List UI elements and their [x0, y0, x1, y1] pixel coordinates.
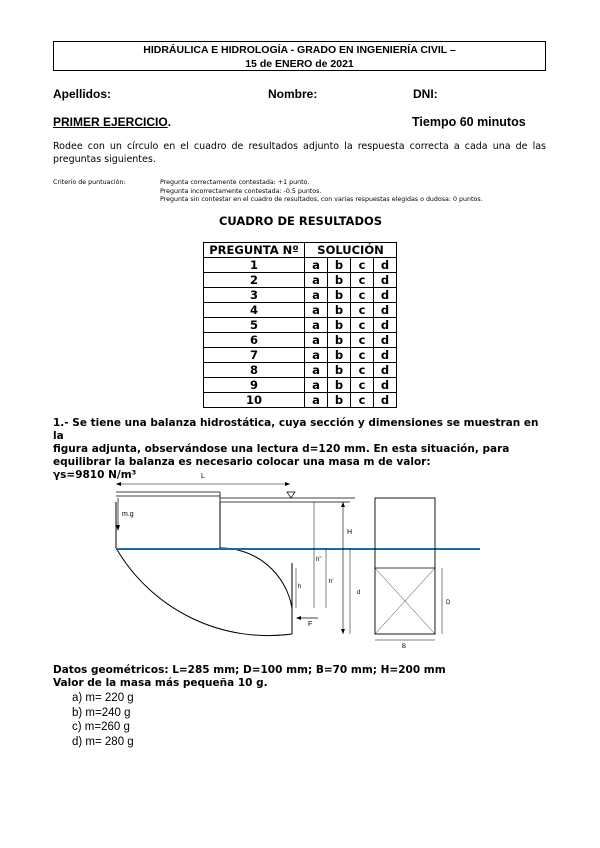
- results-question-number: 9: [204, 378, 305, 393]
- results-option-a[interactable]: a: [305, 378, 328, 393]
- results-option-a[interactable]: a: [305, 288, 328, 303]
- question-1-data: [53, 664, 446, 690]
- question-1-options: [72, 691, 134, 749]
- results-row: [204, 288, 397, 303]
- dni-label: DNI:: [413, 87, 438, 101]
- question-1-gamma: γs=9810 N/m³: [53, 469, 137, 481]
- results-option-b[interactable]: b: [328, 393, 351, 408]
- question-1-line1: 1.- Se tiene una balanza hidrostática, cuya sección y dimensiones se muestran en la: [53, 417, 539, 442]
- results-question-number: 1: [204, 258, 305, 273]
- results-option-c[interactable]: c: [351, 348, 374, 363]
- fig-label-h-double: h'': [316, 557, 322, 563]
- results-option-a[interactable]: a: [305, 333, 328, 348]
- results-option-a[interactable]: a: [305, 318, 328, 333]
- option-c[interactable]: c) m=260 g: [72, 721, 130, 733]
- results-header-row: [204, 243, 397, 258]
- results-option-d[interactable]: d: [374, 258, 397, 273]
- fig-label-F: F: [308, 621, 313, 628]
- results-question-number: 10: [204, 393, 305, 408]
- fig-label-h: h: [298, 584, 302, 590]
- results-option-d[interactable]: d: [374, 393, 397, 408]
- option-b[interactable]: b) m=240 g: [72, 706, 131, 719]
- results-row: [204, 258, 397, 273]
- results-col-question: PREGUNTA Nº: [204, 243, 305, 258]
- results-option-c[interactable]: c: [351, 318, 374, 333]
- criteria-correct: Pregunta correctamente contestada: +1 punto.: [160, 179, 310, 186]
- criteria-list: [160, 179, 548, 205]
- results-question-number: 7: [204, 348, 305, 363]
- results-option-c[interactable]: c: [351, 393, 374, 408]
- results-row: [204, 303, 397, 318]
- results-option-d[interactable]: d: [374, 333, 397, 348]
- exam-header: [53, 41, 546, 71]
- exercise-time: Tiempo 60 minutos: [412, 115, 526, 129]
- results-row: [204, 333, 397, 348]
- apellidos-label: Apellidos:: [53, 87, 112, 101]
- fig-label-B: B: [402, 644, 407, 650]
- results-option-a[interactable]: a: [305, 393, 328, 408]
- results-option-c[interactable]: c: [351, 333, 374, 348]
- results-option-a[interactable]: a: [305, 273, 328, 288]
- geometry-data: Datos geométricos: L=285 mm; D=100 mm; B=70 mm; H=200 mm: [53, 664, 446, 676]
- results-question-number: 4: [204, 303, 305, 318]
- results-option-b[interactable]: b: [328, 273, 351, 288]
- results-option-b[interactable]: b: [328, 258, 351, 273]
- results-option-d[interactable]: d: [374, 318, 397, 333]
- results-option-d[interactable]: d: [374, 363, 397, 378]
- results-row: [204, 273, 397, 288]
- results-option-d[interactable]: d: [374, 378, 397, 393]
- results-option-d[interactable]: d: [374, 303, 397, 318]
- results-option-b[interactable]: b: [328, 303, 351, 318]
- results-question-number: 3: [204, 288, 305, 303]
- question-1-line2: figura adjunta, observándose una lectura d=120 mm. En esta situación, para: [53, 443, 510, 455]
- results-option-c[interactable]: c: [351, 363, 374, 378]
- results-row: [204, 363, 397, 378]
- results-option-c[interactable]: c: [351, 378, 374, 393]
- nombre-label: Nombre:: [268, 87, 318, 101]
- results-row: [204, 348, 397, 363]
- option-d[interactable]: d) m= 280 g: [72, 735, 134, 748]
- fig-label-h-single: h': [329, 579, 334, 585]
- results-option-c[interactable]: c: [351, 258, 374, 273]
- min-mass: Valor de la masa más pequeña 10 g.: [53, 677, 268, 689]
- header-title: HIDRÁULICA E HIDROLOGÍA - GRADO EN INGENIERÍA CIVIL –: [143, 44, 456, 56]
- fig-label-d: d: [357, 590, 361, 596]
- results-option-b[interactable]: b: [328, 333, 351, 348]
- hydrostatic-balance-figure: [100, 468, 490, 650]
- results-question-number: 6: [204, 333, 305, 348]
- criteria-blank: Pregunta sin contestar en el cuadro de resultados, con varias respuestas elegidas o dudosa: 0 puntos.: [160, 196, 483, 203]
- results-option-a[interactable]: a: [305, 348, 328, 363]
- fig-label-mg: m.g: [122, 511, 134, 518]
- results-col-solution: SOLUCIÓN: [305, 243, 397, 258]
- results-row: [204, 318, 397, 333]
- results-option-a[interactable]: a: [305, 363, 328, 378]
- exercise-title: [53, 115, 171, 129]
- exercise-title-dot: .: [167, 115, 172, 129]
- fig-label-D: D: [446, 600, 451, 606]
- results-option-c[interactable]: c: [351, 303, 374, 318]
- results-row: [204, 393, 397, 408]
- option-a[interactable]: a) m= 220 g: [72, 692, 134, 704]
- results-option-a[interactable]: a: [305, 303, 328, 318]
- results-question-number: 2: [204, 273, 305, 288]
- fig-label-L: L: [201, 473, 205, 480]
- results-title: CUADRO DE RESULTADOS: [218, 214, 383, 228]
- exercise-title-text: PRIMER EJERCICIO: [53, 115, 168, 129]
- results-question-number: 8: [204, 363, 305, 378]
- criteria-label: Criterio de puntuación:: [53, 179, 126, 186]
- results-option-b[interactable]: b: [328, 378, 351, 393]
- instructions: Rodee con un círculo en el cuadro de resultados adjunto la respuesta correcta a cada una de las preguntas siguientes.: [53, 141, 546, 165]
- results-option-d[interactable]: d: [374, 273, 397, 288]
- results-question-number: 5: [204, 318, 305, 333]
- results-option-d[interactable]: d: [374, 288, 397, 303]
- results-option-b[interactable]: b: [328, 363, 351, 378]
- results-option-c[interactable]: c: [351, 288, 374, 303]
- question-1-line3: equilibrar la balanza es necesario colocar una masa m de valor:: [53, 456, 431, 468]
- results-option-c[interactable]: c: [351, 273, 374, 288]
- results-option-b[interactable]: b: [328, 348, 351, 363]
- results-row: [204, 378, 397, 393]
- results-option-d[interactable]: d: [374, 348, 397, 363]
- results-option-b[interactable]: b: [328, 318, 351, 333]
- results-option-b[interactable]: b: [328, 288, 351, 303]
- header-date: 15 de ENERO de 2021: [245, 58, 354, 70]
- results-option-a[interactable]: a: [305, 258, 328, 273]
- results-table: [203, 242, 397, 408]
- criteria-incorrect: Pregunta incorrectamente contestada: -0.5 puntos.: [160, 187, 322, 195]
- fig-label-H: H: [347, 529, 353, 536]
